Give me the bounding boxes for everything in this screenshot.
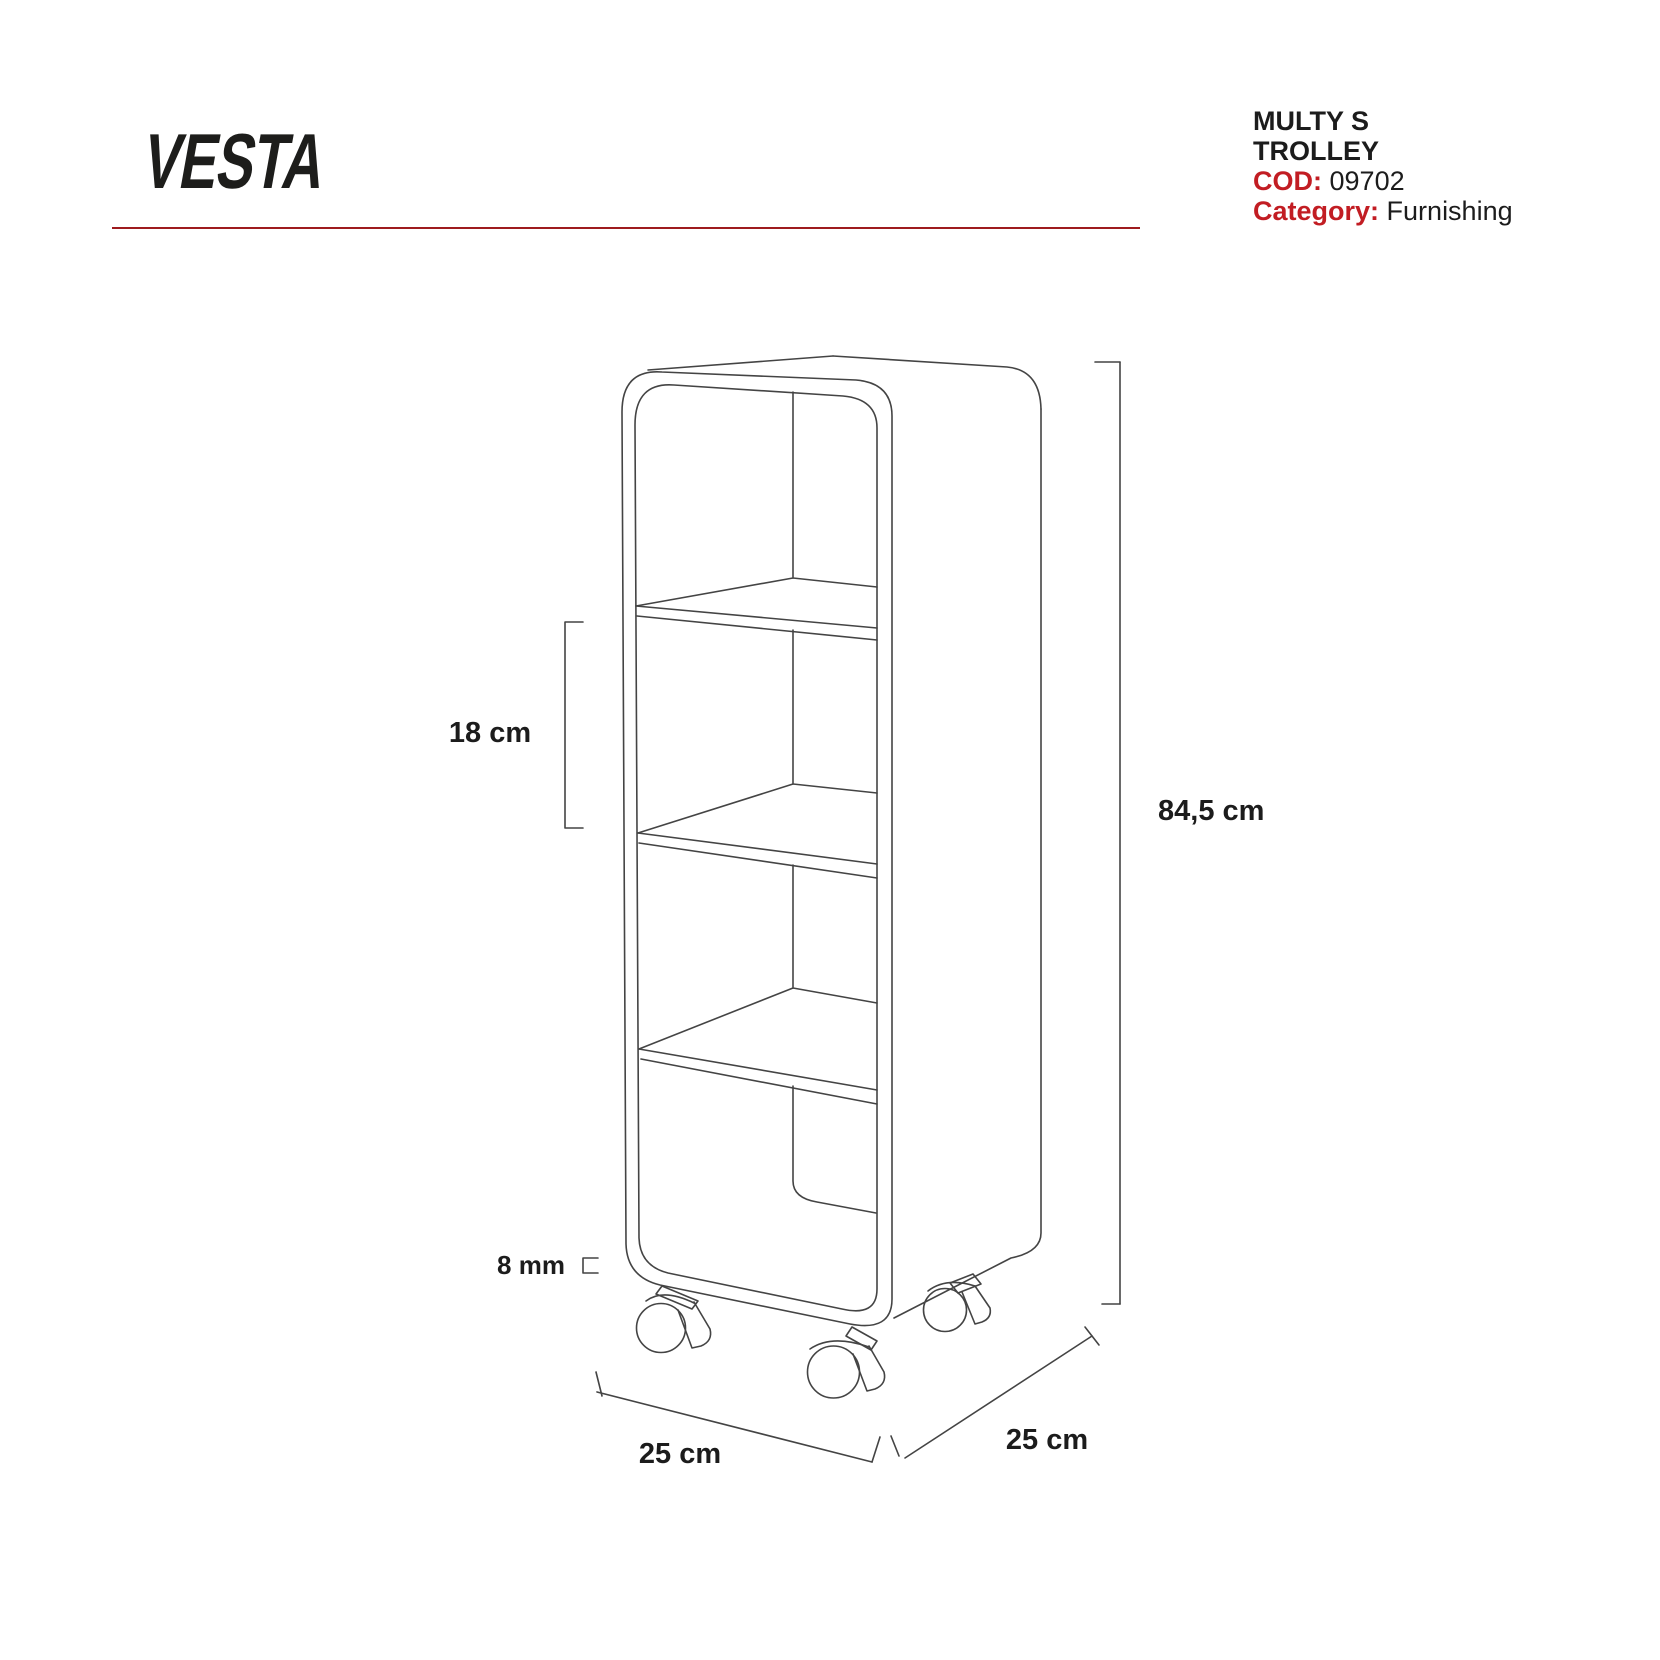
depth-label: 25 cm xyxy=(1005,1424,1089,1456)
side-panel xyxy=(894,409,1041,1318)
category-value: Furnishing xyxy=(1386,196,1513,226)
shelf-spacing-bracket xyxy=(565,622,583,828)
shelf-bottom xyxy=(639,988,877,1104)
product-name: MULTY S xyxy=(1253,106,1370,136)
thickness-bracket xyxy=(583,1258,598,1273)
shelf-middle xyxy=(638,784,877,878)
shelf-spacing-label: 18 cm xyxy=(448,717,532,749)
category-label: Category: xyxy=(1253,196,1380,226)
shelf-top xyxy=(636,578,877,640)
brand-logo: VESTA xyxy=(137,117,333,205)
caster-wheel-left xyxy=(637,1286,711,1353)
cod-value: 09702 xyxy=(1329,166,1405,196)
top-face-edges xyxy=(648,356,1041,409)
thickness-label: 8 mm xyxy=(497,1250,565,1280)
height-label: 84,5 cm xyxy=(1158,795,1265,827)
caster-wheel-front xyxy=(808,1327,885,1398)
cod-label: COD: xyxy=(1253,166,1322,196)
height-dimension-line xyxy=(1095,362,1120,1304)
product-type: TROLLEY xyxy=(1253,136,1379,166)
caster-wheel-right xyxy=(924,1274,991,1332)
width-label: 25 cm xyxy=(638,1438,722,1470)
